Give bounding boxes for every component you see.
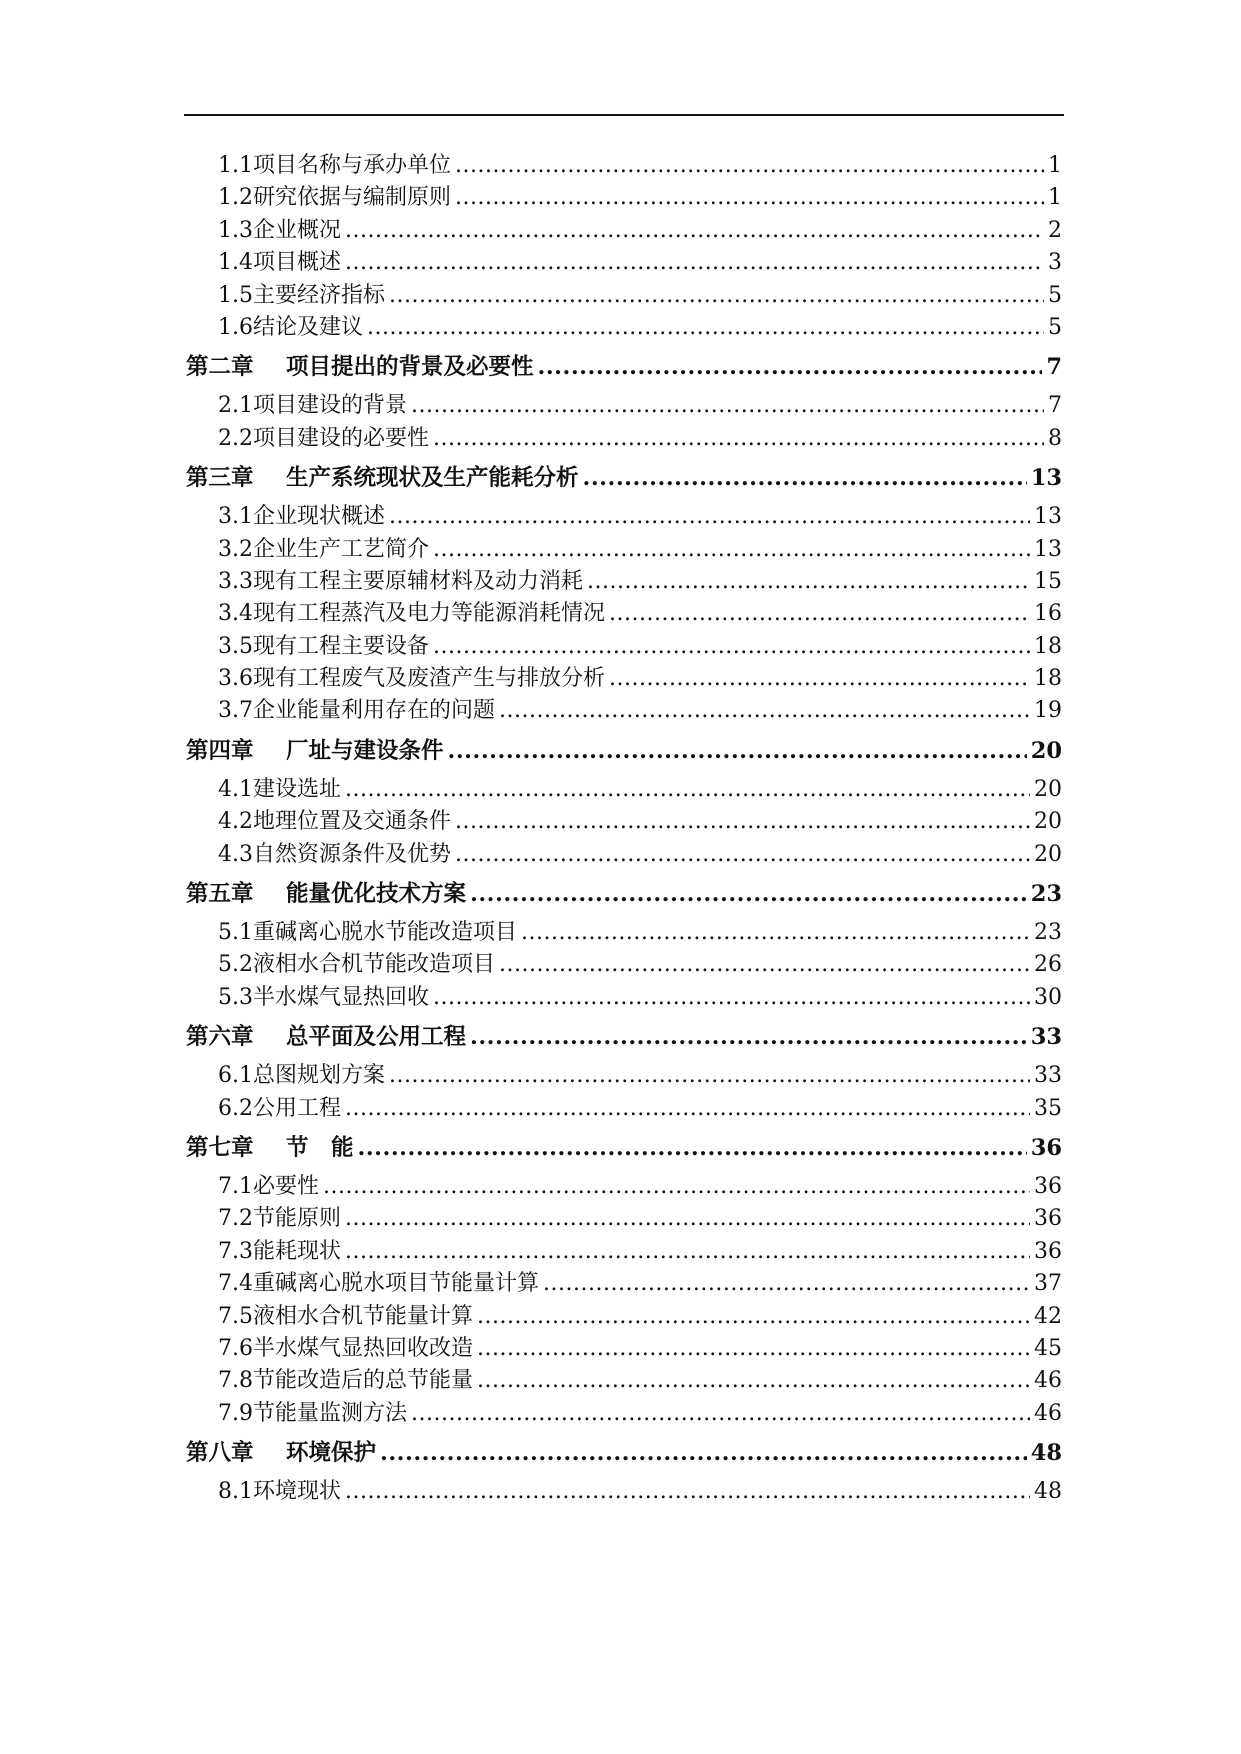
toc-entry-title: 现有工程废气及废渣产生与排放分析 <box>253 666 606 692</box>
toc-entry-title: 重碱离心脱水节能改造项目 <box>253 920 518 946</box>
dot-leader <box>345 215 1044 247</box>
dot-leader <box>455 182 1044 214</box>
dot-leader <box>345 1203 1030 1235</box>
toc-entry-page: 48 <box>1034 1479 1062 1505</box>
dot-leader <box>455 806 1030 838</box>
toc-section-entry[interactable] <box>186 839 1062 871</box>
dot-leader <box>433 982 1030 1014</box>
toc-section-entry[interactable] <box>186 1236 1062 1268</box>
toc-entry-title: 企业概况 <box>253 217 342 243</box>
toc-entry-page: 18 <box>1034 633 1062 659</box>
toc-entry-page: 1 <box>1048 153 1062 178</box>
dot-leader <box>433 423 1044 455</box>
dot-leader <box>433 631 1030 663</box>
toc-entry-title: 结论及建议 <box>253 314 364 340</box>
toc-entry-number: 2.1 <box>218 393 253 419</box>
toc-entry-page: 18 <box>1034 666 1062 692</box>
toc-entry-page: 45 <box>1034 1335 1062 1361</box>
toc-entry-number: 第四章 <box>186 737 254 764</box>
toc-entry-number: 2.2 <box>218 425 253 451</box>
toc-entry-page: 33 <box>1034 1063 1062 1089</box>
toc-entry-page: 13 <box>1034 536 1062 562</box>
toc-section-entry[interactable] <box>186 1171 1062 1203</box>
toc-entry-page: 23 <box>1034 920 1062 946</box>
toc-entry-number: 1.3 <box>218 217 253 243</box>
toc-section-entry[interactable] <box>186 917 1062 949</box>
toc-entry-number: 3.2 <box>218 536 253 562</box>
toc-entry-title: 半水煤气显热回收 <box>253 984 430 1010</box>
toc-entry-page: 19 <box>1034 698 1062 724</box>
toc-entry-title: 项目建设的必要性 <box>253 425 430 451</box>
header-rule <box>184 114 1064 116</box>
dot-leader <box>358 1131 1027 1165</box>
toc-section-entry[interactable] <box>186 247 1062 279</box>
toc-entry-number: 3.1 <box>218 504 253 530</box>
toc-entry-number: 第五章 <box>186 881 254 908</box>
dot-leader <box>499 695 1030 727</box>
table-of-contents <box>186 150 1062 1509</box>
dot-leader <box>345 1093 1030 1125</box>
toc-entry-number: 4.3 <box>218 841 253 867</box>
toc-entry-number: 第七章 <box>186 1134 254 1161</box>
toc-section-entry[interactable] <box>186 1476 1062 1508</box>
toc-section-entry[interactable] <box>186 949 1062 981</box>
dot-leader <box>411 1398 1030 1430</box>
toc-section-entry[interactable] <box>186 663 1062 695</box>
toc-entry-title: 研究依据与编制原则 <box>253 185 452 211</box>
toc-entry-number: 3.4 <box>218 601 253 627</box>
toc-entry-title: 能量优化技术方案 <box>286 881 467 908</box>
toc-section-entry[interactable] <box>186 215 1062 247</box>
toc-entry-number: 3.6 <box>218 666 253 692</box>
toc-entry-number: 3.7 <box>218 698 253 724</box>
toc-entry-title: 项目名称与承办单位 <box>253 153 452 178</box>
dot-leader <box>345 1236 1030 1268</box>
toc-entry-number: 7.4 <box>218 1271 253 1297</box>
toc-entry-page: 3 <box>1048 250 1062 276</box>
toc-entry-page: 15 <box>1034 568 1062 594</box>
dot-leader <box>583 461 1027 495</box>
toc-entry-page: 5 <box>1048 282 1062 308</box>
toc-entry-page: 36 <box>1034 1173 1062 1199</box>
toc-chapter-entry[interactable] <box>186 1131 1062 1165</box>
toc-entry-page: 37 <box>1034 1271 1062 1297</box>
dot-leader <box>345 1476 1030 1508</box>
toc-section-entry[interactable] <box>186 566 1062 598</box>
dot-leader <box>609 663 1030 695</box>
toc-entry-number: 1.6 <box>218 314 253 340</box>
toc-entry-number: 3.3 <box>218 568 253 594</box>
toc-entry-page: 5 <box>1048 314 1062 340</box>
dot-leader <box>470 877 1027 911</box>
toc-section-entry[interactable] <box>186 806 1062 838</box>
toc-chapter-entry[interactable] <box>186 734 1062 768</box>
toc-entry-number: 7.5 <box>218 1303 253 1329</box>
toc-chapter-entry[interactable] <box>186 1020 1062 1054</box>
dot-leader <box>477 1365 1030 1397</box>
dot-leader <box>323 1171 1030 1203</box>
dot-leader <box>543 1268 1030 1300</box>
toc-entry-number: 第八章 <box>186 1440 254 1467</box>
toc-entry-page: 13 <box>1030 465 1062 492</box>
toc-entry-title: 建设选址 <box>253 776 342 802</box>
toc-section-entry[interactable] <box>186 390 1062 422</box>
dot-leader <box>477 1333 1030 1365</box>
toc-chapter-entry[interactable] <box>186 350 1062 384</box>
toc-entry-title: 现有工程主要设备 <box>253 633 430 659</box>
toc-entry-title: 企业生产工艺简介 <box>253 536 430 562</box>
toc-entry-number: 1.5 <box>218 282 253 308</box>
toc-section-entry[interactable] <box>186 695 1062 727</box>
toc-chapter-entry[interactable] <box>186 461 1062 495</box>
toc-section-entry[interactable] <box>186 1203 1062 1235</box>
toc-entry-title: 公用工程 <box>253 1095 342 1121</box>
dot-leader <box>411 390 1044 422</box>
toc-entry-number: 5.2 <box>218 952 253 978</box>
toc-entry-number: 4.2 <box>218 809 253 835</box>
toc-entry-page: 36 <box>1034 1206 1062 1232</box>
toc-entry-title: 节能量监测方法 <box>253 1400 408 1426</box>
toc-entry-page: 35 <box>1034 1095 1062 1121</box>
dot-leader <box>609 598 1030 630</box>
toc-entry-page: 23 <box>1030 881 1062 908</box>
toc-entry-title: 总平面及公用工程 <box>286 1024 467 1051</box>
toc-section-entry[interactable] <box>186 598 1062 630</box>
toc-entry-number: 5.1 <box>218 920 253 946</box>
toc-entry-number: 7.1 <box>218 1173 253 1199</box>
toc-entry-title: 重碱离心脱水项目节能量计算 <box>253 1271 540 1297</box>
toc-entry-number: 7.6 <box>218 1335 253 1361</box>
toc-entry-page: 20 <box>1034 809 1062 835</box>
toc-entry-page: 20 <box>1034 776 1062 802</box>
toc-entry-page: 36 <box>1034 1238 1062 1264</box>
dot-leader <box>521 917 1030 949</box>
toc-entry-page: 46 <box>1034 1368 1062 1394</box>
toc-entry-page: 2 <box>1048 217 1062 243</box>
toc-entry-number: 第三章 <box>186 465 254 492</box>
toc-entry-title: 企业现状概述 <box>253 504 386 530</box>
toc-entry-title: 节能原则 <box>253 1206 342 1232</box>
toc-entry-page: 8 <box>1048 425 1062 451</box>
toc-section-entry[interactable] <box>186 534 1062 566</box>
toc-entry-title: 主要经济指标 <box>253 282 386 308</box>
toc-entry-number: 5.3 <box>218 984 253 1010</box>
toc-entry-page: 1 <box>1048 185 1062 211</box>
toc-section-entry[interactable] <box>186 1060 1062 1092</box>
toc-entry-page: 26 <box>1034 952 1062 978</box>
dot-leader <box>380 1436 1027 1470</box>
toc-entry-title: 半水煤气显热回收改造 <box>253 1335 474 1361</box>
dot-leader <box>587 566 1030 598</box>
toc-section-entry[interactable] <box>186 1268 1062 1300</box>
toc-entry-title: 节 能 <box>286 1134 354 1161</box>
toc-section-entry[interactable] <box>186 423 1062 455</box>
toc-section-entry[interactable] <box>186 982 1062 1014</box>
toc-chapter-entry[interactable] <box>186 1436 1062 1470</box>
toc-section-entry[interactable] <box>186 774 1062 806</box>
toc-entry-title: 生产系统现状及生产能耗分析 <box>286 465 579 492</box>
toc-entry-number: 6.1 <box>218 1063 253 1089</box>
dot-leader <box>470 1020 1027 1054</box>
toc-entry-page: 46 <box>1034 1400 1062 1426</box>
toc-entry-number: 6.2 <box>218 1095 253 1121</box>
toc-entry-page: 16 <box>1034 601 1062 627</box>
dot-leader <box>477 1301 1030 1333</box>
toc-entry-number: 7.2 <box>218 1206 253 1232</box>
dot-leader <box>345 247 1044 279</box>
toc-entry-title: 总图规划方案 <box>253 1063 386 1089</box>
toc-section-entry[interactable] <box>186 631 1062 663</box>
toc-entry-title: 液相水合机节能量计算 <box>253 1303 474 1329</box>
dot-leader <box>367 312 1044 344</box>
dot-leader <box>538 350 1043 384</box>
toc-entry-number: 7.3 <box>218 1238 253 1264</box>
toc-section-entry[interactable] <box>186 1365 1062 1397</box>
toc-entry-page: 7 <box>1046 354 1062 381</box>
toc-entry-title: 现有工程主要原辅材料及动力消耗 <box>253 568 584 594</box>
toc-entry-title: 必要性 <box>253 1173 320 1199</box>
toc-entry-number: 第六章 <box>186 1024 254 1051</box>
toc-chapter-entry[interactable] <box>186 877 1062 911</box>
toc-entry-title: 液相水合机节能改造项目 <box>253 952 496 978</box>
toc-entry-page: 42 <box>1034 1303 1062 1329</box>
toc-section-entry[interactable] <box>186 1301 1062 1333</box>
toc-entry-title: 能耗现状 <box>253 1238 342 1264</box>
dot-leader <box>389 280 1044 312</box>
toc-entry-page: 13 <box>1034 504 1062 530</box>
toc-entry-title: 地理位置及交通条件 <box>253 809 452 835</box>
toc-entry-number: 1.2 <box>218 185 253 211</box>
toc-entry-title: 企业能量利用存在的问题 <box>253 698 496 724</box>
toc-entry-number: 7.9 <box>218 1400 253 1426</box>
toc-entry-number: 第二章 <box>186 354 254 381</box>
dot-leader <box>345 774 1030 806</box>
dot-leader <box>455 150 1044 182</box>
toc-entry-number: 7.8 <box>218 1368 253 1394</box>
toc-entry-title: 节能改造后的总节能量 <box>253 1368 474 1394</box>
toc-entry-page: 33 <box>1030 1024 1062 1051</box>
toc-entry-number: 8.1 <box>218 1479 253 1505</box>
toc-entry-number: 1.4 <box>218 250 253 276</box>
toc-entry-page: 30 <box>1034 984 1062 1010</box>
dot-leader <box>433 534 1030 566</box>
toc-entry-title: 自然资源条件及优势 <box>253 841 452 867</box>
toc-entry-title: 厂址与建设条件 <box>286 737 444 764</box>
toc-section-entry[interactable] <box>186 182 1062 214</box>
toc-entry-title: 项目提出的背景及必要性 <box>286 354 534 381</box>
toc-section-entry[interactable] <box>186 150 1062 182</box>
toc-section-entry[interactable] <box>186 280 1062 312</box>
toc-entry-title: 现有工程蒸汽及电力等能源消耗情况 <box>253 601 606 627</box>
toc-section-entry[interactable] <box>186 1398 1062 1430</box>
toc-entry-title: 环境保护 <box>286 1440 377 1467</box>
toc-entry-page: 48 <box>1030 1440 1062 1467</box>
toc-entry-number: 3.5 <box>218 633 253 659</box>
toc-entry-page: 20 <box>1034 841 1062 867</box>
toc-section-entry[interactable] <box>186 1333 1062 1365</box>
dot-leader <box>448 734 1027 768</box>
toc-section-entry[interactable] <box>186 501 1062 533</box>
toc-entry-page: 7 <box>1048 393 1062 419</box>
dot-leader <box>389 501 1030 533</box>
toc-section-entry[interactable] <box>186 312 1062 344</box>
toc-entry-number: 1.1 <box>218 153 253 178</box>
toc-entry-page: 36 <box>1030 1134 1062 1161</box>
toc-entry-title: 环境现状 <box>253 1479 342 1505</box>
toc-entry-number: 4.1 <box>218 776 253 802</box>
dot-leader <box>499 949 1030 981</box>
dot-leader <box>455 839 1030 871</box>
toc-section-entry[interactable] <box>186 1093 1062 1125</box>
toc-entry-title: 项目建设的背景 <box>253 393 408 419</box>
dot-leader <box>389 1060 1030 1092</box>
toc-entry-title: 项目概述 <box>253 250 342 276</box>
toc-entry-page: 20 <box>1030 737 1062 764</box>
